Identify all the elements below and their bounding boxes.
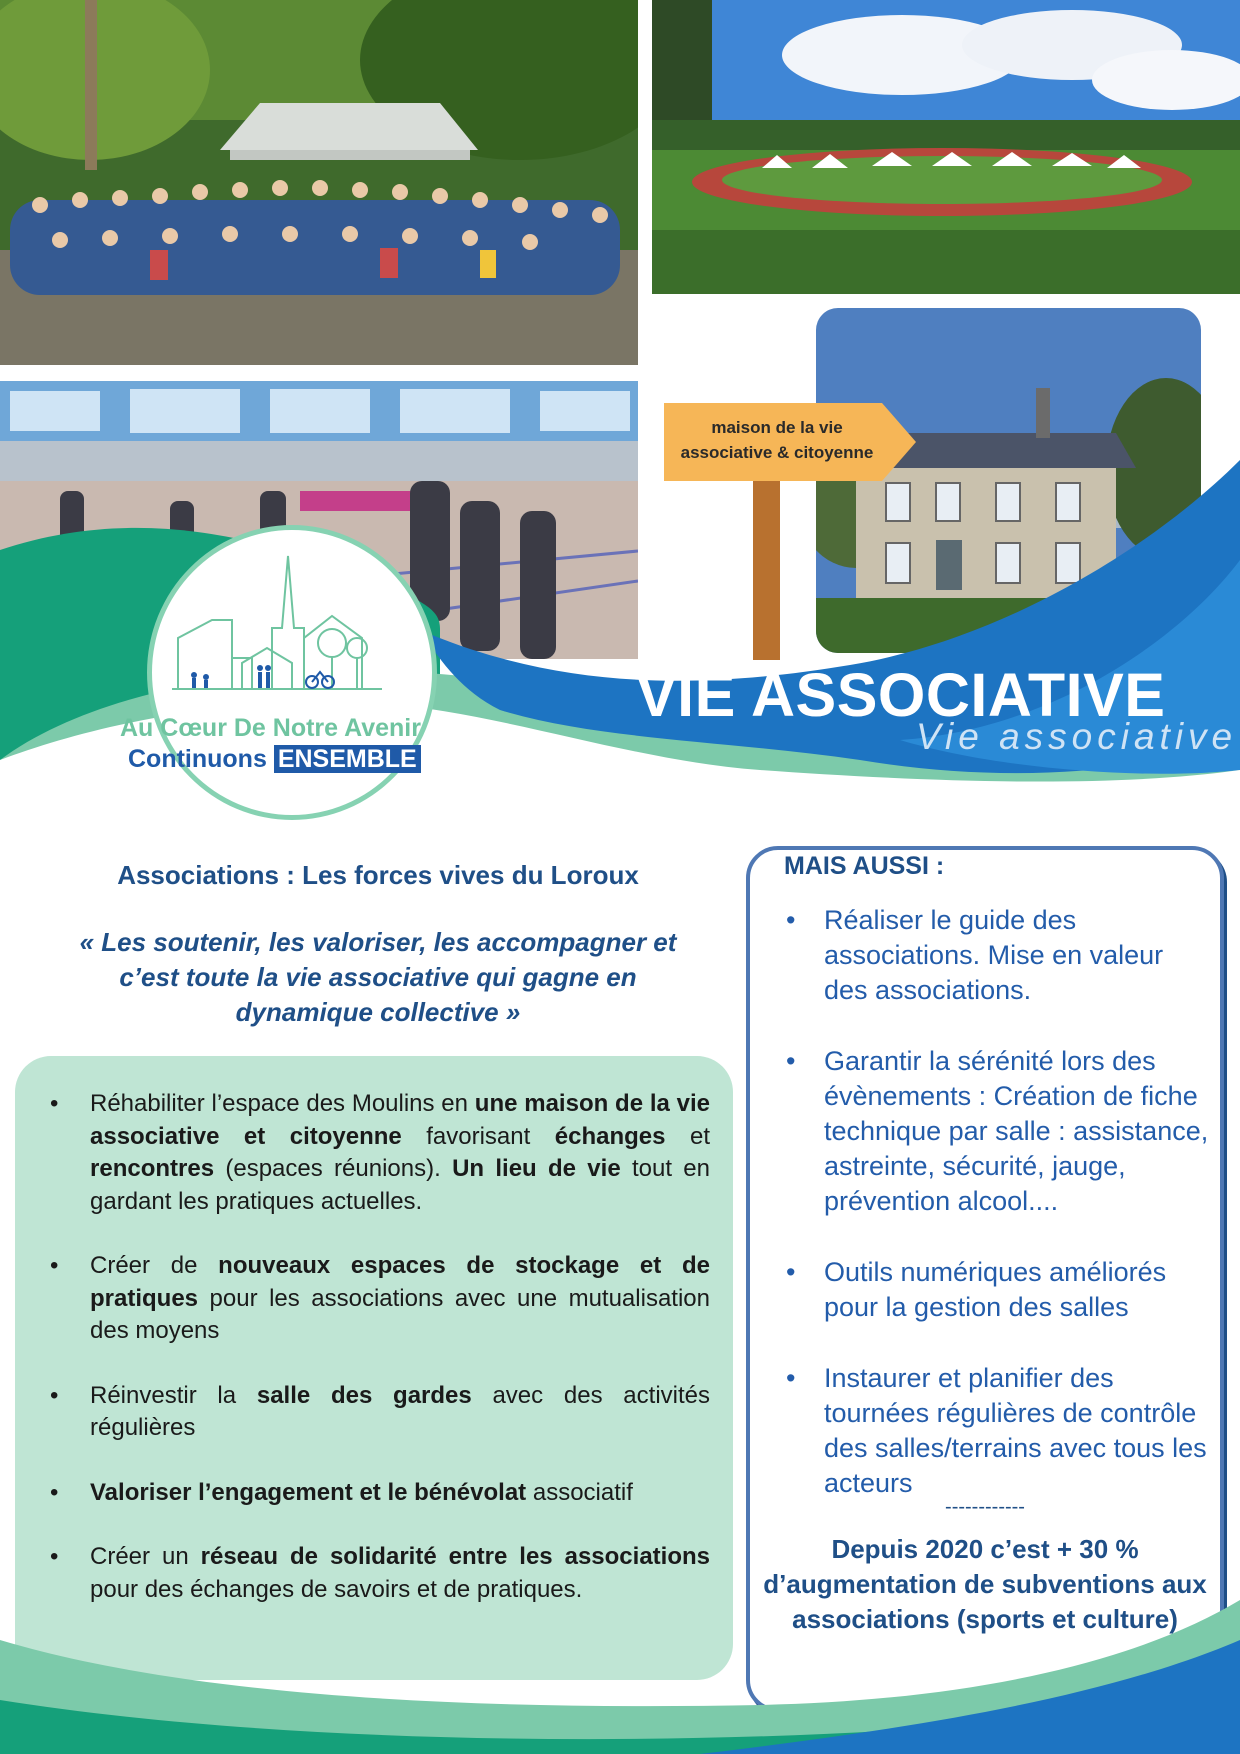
proposal-text: associatif	[526, 1478, 633, 1506]
proposal-emphasis: rencontres	[90, 1155, 215, 1182]
forum-field-photo	[652, 0, 1240, 294]
proposal-emphasis: Valoriser l’engagement et le bénévolat	[90, 1478, 527, 1506]
subsidies-conclusion: Depuis 2020 c’est + 30 % d’augmentation de subventions aux associations (sports et culture)	[763, 1534, 1207, 1634]
crowd-photo	[0, 0, 638, 365]
proposal-item	[50, 1477, 710, 1510]
proposal-text: avec des activités régulières	[90, 1381, 710, 1441]
village-logo-icon	[172, 548, 412, 708]
proposal-item	[50, 1380, 710, 1445]
proposal-emphasis: échanges	[554, 1122, 666, 1150]
logo-tagline-prefix: Continuons	[128, 745, 267, 773]
proposal-emphasis: salle des gardes	[256, 1381, 472, 1409]
footer-wave	[0, 1580, 1240, 1754]
proposal-text: Réhabiliter l’espace des Moulins en	[90, 1090, 475, 1117]
sign-line-1: maison de la vie	[711, 418, 843, 437]
sign-pole	[753, 470, 780, 660]
proposal-text: Réinvestir la	[90, 1381, 257, 1409]
sign-line-2: associative & citoyenne	[680, 443, 874, 462]
proposal-emphasis: réseau de solidarité entre les associations	[200, 1543, 710, 1570]
mais-aussi-list	[784, 903, 1214, 1537]
page-title: VIE ASSOCIATIVE	[636, 661, 1166, 729]
proposal-text: pour les associations avec une mutualisation des moyens	[90, 1284, 710, 1344]
mais-aussi-item: • Réaliser le guide des associations. Mise en valeur des associations.	[784, 903, 1214, 1008]
proposal-text: tout en gardant les pratiques actuelles.	[90, 1155, 710, 1215]
proposal-emphasis: nouveaux espaces de stockage et de pratiques	[90, 1252, 710, 1312]
proposal-text: Créer de	[90, 1252, 219, 1279]
proposal-emphasis: Un lieu de vie	[452, 1155, 621, 1182]
sign-text	[664, 415, 890, 465]
proposal-item	[50, 1088, 710, 1218]
logo-tagline-highlight: ENSEMBLE	[274, 745, 421, 773]
proposal-text: (espaces réunions).	[214, 1155, 453, 1182]
page-subtitle: Vie associative	[916, 716, 1238, 757]
section-heading: Associations : Les forces vives du Loroux	[117, 860, 639, 890]
section-quote: « Les soutenir, les valoriser, les accompagner et c’est toute la vie associative qui gagne en dynamique collective »	[79, 927, 677, 1027]
divider-dashes: ------------	[945, 1496, 1025, 1518]
proposal-text: pour des échanges de savoirs et de pratiques.	[90, 1575, 583, 1603]
mais-aussi-heading: MAIS AUSSI :	[784, 852, 945, 880]
proposal-item	[50, 1250, 710, 1348]
proposal-text: et	[665, 1122, 710, 1150]
maison-sign	[664, 403, 916, 481]
proposals-list	[50, 1088, 710, 1638]
logo-tagline	[128, 745, 421, 774]
proposal-text: Créer un	[90, 1543, 201, 1570]
proposal-text: favorisant	[401, 1122, 555, 1150]
mais-aussi-item: • Outils numériques améliorés pour la gestion des salles	[784, 1255, 1214, 1325]
logo-slogan: Au Cœur De Notre Avenir	[120, 714, 421, 742]
mais-aussi-item: • Instaurer et planifier des tournées régulières de contrôle des salles/terrains avec tous les acteurs	[784, 1361, 1214, 1501]
mais-aussi-item: • Garantir la sérénité lors des évènements : Création de fiche technique par salle : assistance, astreinte, sécurité, jauge, prévention alcool....	[784, 1044, 1214, 1219]
proposal-emphasis: une maison de la vie associative et citoyenne	[90, 1090, 711, 1150]
